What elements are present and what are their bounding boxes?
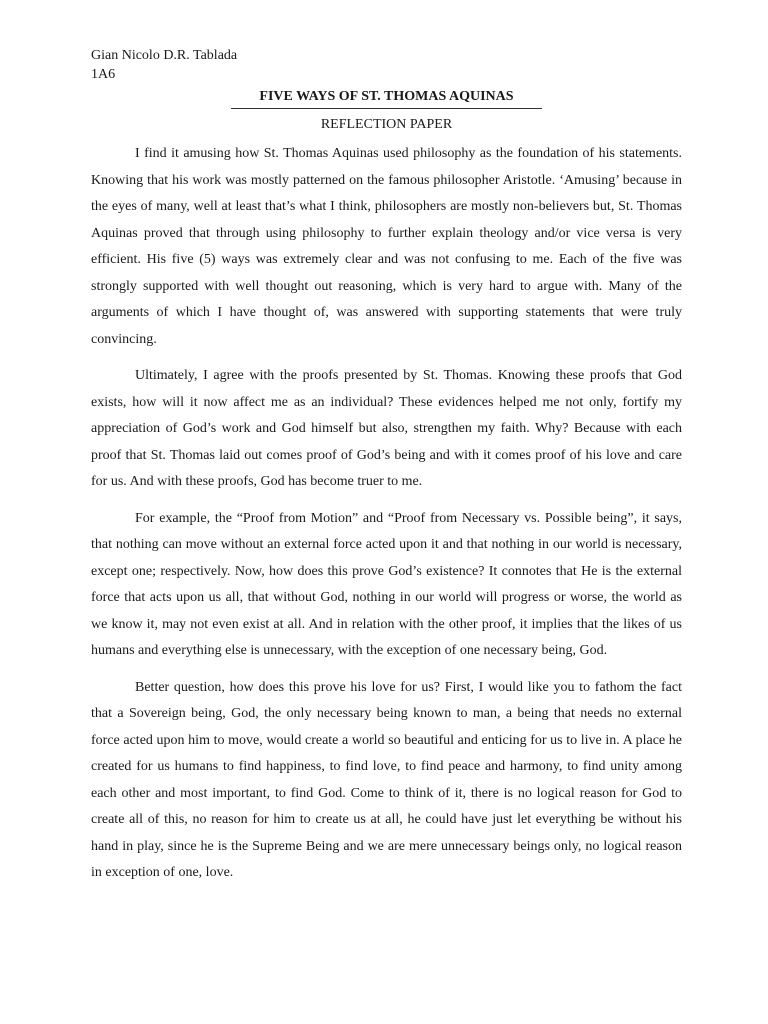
document-title: FIVE WAYS OF ST. THOMAS AQUINAS — [231, 87, 541, 109]
paragraph-1: I find it amusing how St. Thomas Aquinas used philosophy as the foundation of his statements. Knowing that his work was mostly patterned on the famous philosopher Aristotle. ‘Amusing’ because in the eyes of many, well at least that’s what I think, philosophers are mostly non-believers but, St. Thomas Aquinas proved that through using philosophy to further explain theology and/or vice versa is very efficient. His five (5) ways was extremely clear and was not confusing to me. Each of the five was strongly supported with well thought out reasoning, which is very hard to argue with. Many of the arguments of which I have thought of, was answered with supporting statements that were truly convincing. — [91, 146, 682, 347]
title-block — [91, 87, 682, 109]
paragraph-2: Ultimately, I agree with the proofs presented by St. Thomas. Knowing these proofs that God exists, how will it now affect me as an individual? These evidences helped me not only, fortify my appreciation of God’s work and God himself but also, strengthen my faith. Why? Because with each proof that St. Thomas laid out comes proof of God’s being and with it comes proof of his love and care for us. And with these proofs, God has become truer to me. — [91, 368, 682, 489]
author-name: Gian Nicolo D.R. Tablada — [91, 48, 238, 63]
paragraph-4: Better question, how does this prove his love for us? First, I would like you to fathom the fact that a Sovereign being, God, the only necessary being known to man, a being that needs no external force acted upon him to move, would create a world so beautiful and enticing for us to live in. A place he created for us humans to find happiness, to find love, to find peace and harmony, to find unity among each other and most important, to find God. Come to think of it, there is no logical reason for God to create all of this, no reason for him to create us at all, he could have just let everything be without his hand in play, since he is the Supreme Being and we are mere unnecessary beings only, no logical reason in exception of one, love. — [91, 679, 682, 880]
author-section: 1A6 — [91, 67, 116, 82]
paragraph-3: For example, the “Proof from Motion” and “Proof from Necessary vs. Possible being”, it says, that nothing can move without an external force acted upon it and that nothing in our world is necessary, except one; respectively. Now, how does this prove God’s existence? It connotes that He is the external force that acts upon us all, that without God, nothing in our world will progress or worse, the world as we know it, may not even exist at all. And in relation with the other proof, it implies that the likes of us humans and everything else is unnecessary, with the exception of one necessary being, God. — [91, 510, 682, 658]
document-subtitle: REFLECTION PAPER — [320, 117, 453, 132]
